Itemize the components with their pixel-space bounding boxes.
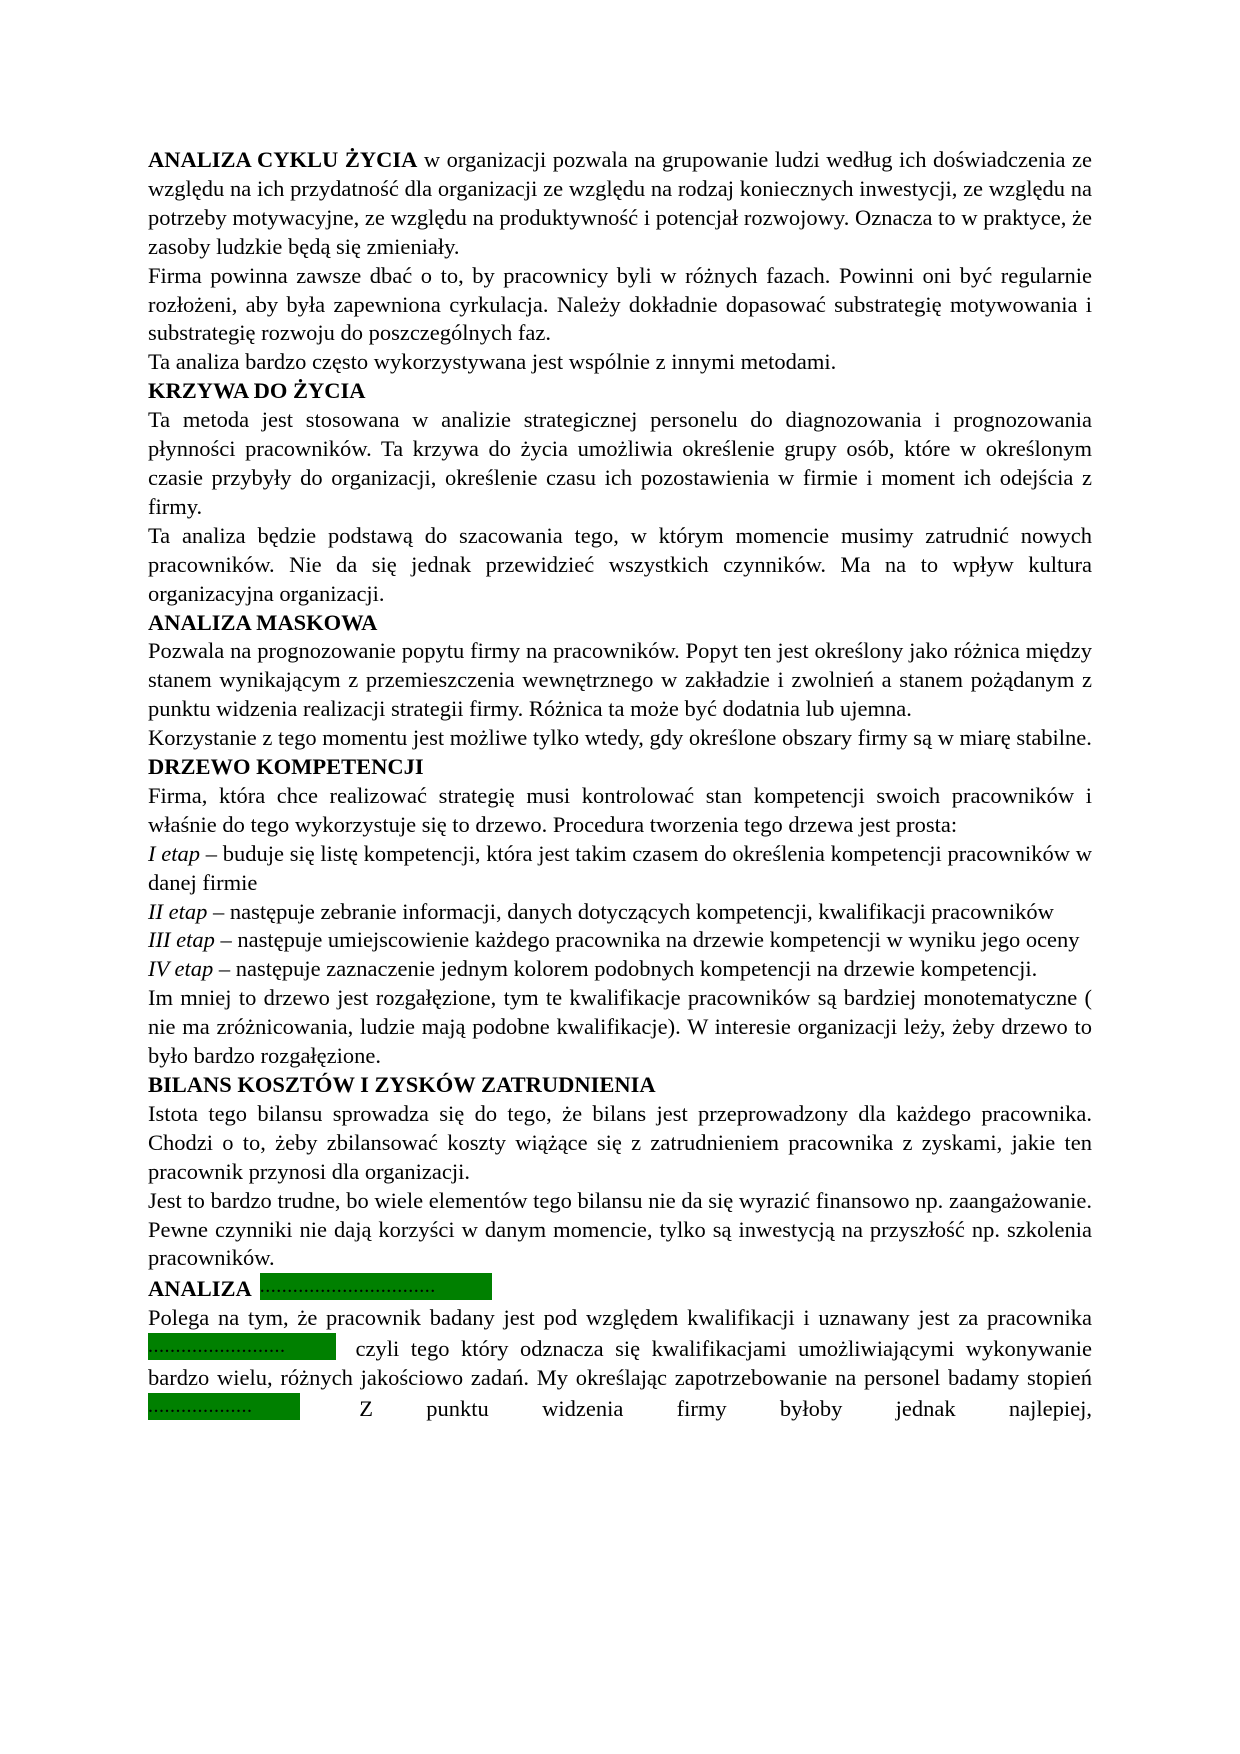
section-heading-analiza — [148, 1273, 1092, 1304]
step-etap-1 — [148, 840, 1092, 898]
step-text: – następuje umiejscowienie każdego pracownika na drzewie kompetencji w wyniku jego oceny — [214, 927, 1080, 953]
section-heading-krzywa: KRZYWA DO ŻYCIA — [148, 378, 366, 404]
step-text: – następuje zebranie informacji, danych dotyczących kompetencji, kwalifikacji pracowników — [207, 898, 1054, 924]
redacted-blank-stopien: ................... — [148, 1393, 300, 1420]
lead-term-cykl-zycia: ANALIZA CYKLU ŻYCIA — [148, 147, 418, 172]
paragraph-text: w organizacji pozwala na grupowanie ludzi według ich doświadczenia ze względu na ich przydatność dla organizacji ze względu na rodzaj koniecznych inwestycji, ze względu na potrzeby motywacyjne, ze względu na produktywność i potencjał rozwojowy. Oznacza to w praktyce, że zasoby ludzkie będą się zmieniały. — [148, 147, 1092, 259]
paragraph-bilans-trudnosc: Jest to bardzo trudne, bo wiele elementów tego bilansu nie da się wyrazić finansowo np. zaangażowanie. Pewne czynniki nie dają korzyści w danym momencie, tylko są inwestycją na przyszłość np. szkolenia pracowników. — [148, 1187, 1092, 1271]
document-page — [148, 146, 1092, 1424]
step-label: II etap — [148, 898, 208, 924]
paragraph-krzywa-metoda: Ta metoda jest stosowana w analizie strategicznej personelu do diagnozowania i prognozowania płynności pracowników. Ta krzywa do życia umożliwia określenie grupy osób, które w określonym czasie przybyły do organizacji, określenie czasu ich pozostawienia w firmie i moment ich odejścia z firmy. — [148, 407, 1092, 519]
paragraph-analiza-polega — [148, 1304, 1092, 1424]
redacted-blank-pracownika: ......................... — [148, 1333, 336, 1360]
redacted-blank-heading: ................................ — [260, 1273, 492, 1300]
step-label: I etap — [148, 840, 200, 866]
section-heading-bilans: BILANS KOSZTÓW I ZYSKÓW ZATRUDNIENIA — [148, 1072, 656, 1097]
paragraph-drzewo-rozgalezienie: Im mniej to drzewo jest rozgałęzione, tym te kwalifikacje pracowników są bardziej monotematyczne ( nie ma zróżnicowania, ludzie mają podobne kwalifikacje). W interesie organizacji leży, żeby drzewo to było bardzo rozgałęzione. — [148, 985, 1092, 1069]
paragraph-cykl-zycia-intro — [148, 146, 1092, 262]
paragraph-text-part: Z punktu widzenia firmy byłoby jednak najlepiej, — [306, 1395, 1092, 1421]
paragraph-text-part: czyli tego który odznacza się kwalifikacjami umożliwiającymi wykonywanie bardzo wielu, różnych jakościowo zadań. My określając zapotrzebowanie na personel badamy stopień — [148, 1336, 1092, 1391]
paragraph-maskowa-korzystanie: Korzystanie z tego momentu jest możliwe tylko wtedy, gdy określone obszary firmy są w miarę stabilne. — [148, 725, 1092, 751]
paragraph-bilans-istota: Istota tego bilansu sprowadza się do tego, że bilans jest przeprowadzony dla każdego pracownika. Chodzi o to, żeby zbilansować koszty wiążące się z zatrudnieniem pracownika z zyskami, jakie ten pracownik przynosi dla organizacji. — [148, 1100, 1092, 1184]
paragraph-cykl-zycia-metody: Ta analiza bardzo często wykorzystywana jest wspólnie z innymi metodami. — [148, 349, 837, 375]
step-etap-4 — [148, 955, 1092, 984]
step-etap-3 — [148, 926, 1092, 955]
section-heading-maskowa: ANALIZA MASKOWA — [148, 609, 378, 635]
step-text: – następuje zaznaczenie jednym kolorem podobnych kompetencji na drzewie kompetencji. — [213, 956, 1038, 982]
heading-text: ANALIZA — [148, 1276, 252, 1302]
paragraph-krzywa-analiza: Ta analiza będzie podstawą do szacowania tego, w którym momencie musimy zatrudnić nowych pracowników. Nie da się jednak przewidzieć wszystkich czynników. Ma na to wpływ kultura organizacyjna organizacji. — [148, 522, 1092, 606]
section-heading-drzewo: DRZEWO KOMPETENCJI — [148, 754, 424, 780]
paragraph-drzewo-intro: Firma, która chce realizować strategię musi kontrolować stan kompetencji swoich pracowników i właśnie do tego wykorzystuje się to drzewo. Procedura tworzenia tego drzewa jest prosta: — [148, 782, 1092, 837]
step-label: IV etap — [148, 956, 214, 982]
paragraph-maskowa-popyt: Pozwala na prognozowanie popytu firmy na pracowników. Popyt ten jest określony jako różnica między stanem wynikającym z przemieszczenia wewnętrznego w zakładzie i zwolnień a stanem pożądanym z punktu widzenia realizacji strategii firmy. Różnica ta może być dodatnia lub ujemna. — [148, 638, 1092, 722]
step-etap-2 — [148, 898, 1092, 927]
step-label: III etap — [148, 927, 215, 953]
step-text: – buduje się listę kompetencji, która jest takim czasem do określenia kompetencji pracowników w danej firmie — [148, 840, 1092, 895]
paragraph-text-part: Polega na tym, że pracownik badany jest pod względem kwalifikacji i uznawany jest za pracownika — [148, 1305, 1092, 1331]
paragraph-cykl-zycia-fazy: Firma powinna zawsze dbać o to, by pracownicy byli w różnych fazach. Powinni oni być regularnie rozłożeni, aby była zapewniona cyrkulacja. Należy dokładnie dopasować substrategię motywowania i substrategię rozwoju do poszczególnych faz. — [148, 262, 1092, 346]
